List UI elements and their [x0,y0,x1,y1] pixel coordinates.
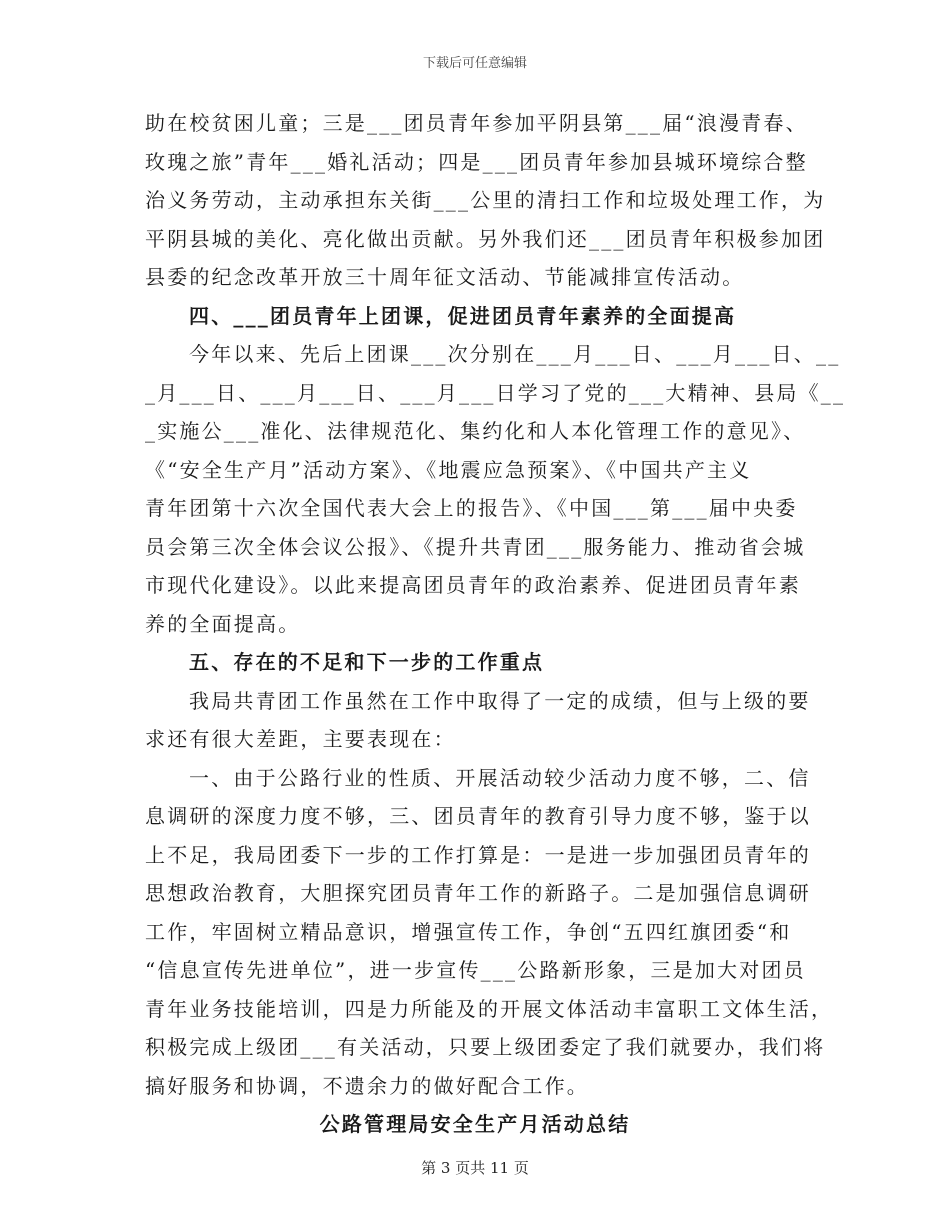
page-footer: 第 3 页共 11 页 [421,1159,529,1177]
text-line: 县委的纪念改革开放三十周年征文活动、节能减排宣传活动。 [145,265,745,289]
section-heading: 五、存在的不足和下一步的工作重点 [189,650,545,674]
text-line: 《“安全生产月”活动方案》、《地震应急预案》、《中国共产主义 [145,457,752,482]
text-line: 上不足，我局团委下一步的工作打算是：一是进一步加强团员青年的 [145,842,811,867]
text-line: 青年业务技能培训，四是力所能及的开展文体活动丰富职工文体生活， [145,996,834,1021]
text-line: 助在校贫困儿童；三是___团员青年参加平阴县第___届“浪漫青春、 [145,111,808,135]
text-line: 息调研的深度力度不够，三、团员青年的教育引导力度不够，鉴于以 [145,804,811,828]
text-line: 平阴县城的美化、亮化做出贡献。另外我们还___团员青年积极参加团 [145,226,826,251]
text-line: 员会第三次全体会议公报》、《提升共青团___服务能力、推动省会城 [145,534,806,559]
text-line: 今年以来、先后上团课___次分别在___月___日、___月___日、__ [189,342,841,366]
text-line: 求还有很大差距，主要表现在： [145,727,456,751]
page-header: 下载后可任意编辑 [422,56,527,71]
text-line: _月___日、___月___日、___月___日学习了党的___大精神、县局《__ [145,380,846,405]
text-line: 工作，牢固树立精品意识，增强宣传工作，争创“五四红旗团委“和 [145,919,792,944]
text-line: 积极完成上级团___有关活动，只要上级团委定了我们就要办，我们将 [145,1035,826,1059]
text-line: 我局共青团工作虽然在工作中取得了一定的成绩，但与上级的要 [189,688,811,713]
document-title: 公路管理局安全生产月活动总结 [319,1112,631,1136]
text-line: 搞好服务和协调，不遗余力的做好配合工作。 [145,1073,589,1098]
text-line: 一、由于公路行业的性质、开展活动较少活动力度不够，二、信 [189,765,811,790]
text-line: _实施公___准化、法律规范化、集约化和人本化管理工作的意见》、 [145,419,806,443]
document-body [145,104,846,1144]
text-line: 养的全面提高。 [145,611,301,636]
text-line: 青年团第十六次全国代表大会上的报告》、《中国___第___届中央委 [145,496,798,520]
text-line: “信息宣传先进单位”，进一步宣传___公路新形象，三是加大对团员 [145,958,806,982]
section-heading: 四、___团员青年上团课，促进团员青年素养的全面提高 [189,303,737,328]
text-line: 治义务劳动，主动承担东关街___公里的清扫工作和垃圾处理工作，为 [145,188,826,212]
text-line: 思想政治教育，大胆探究团员青年工作的新路子。二是加强信息调研 [145,881,811,905]
text-line: 市现代化建设》。以此来提高团员青年的政治素养、促进团员青年素 [145,573,801,597]
text-line: 玫瑰之旅”青年___婚礼活动；四是___团员青年参加县城环境综合整 [145,149,808,174]
